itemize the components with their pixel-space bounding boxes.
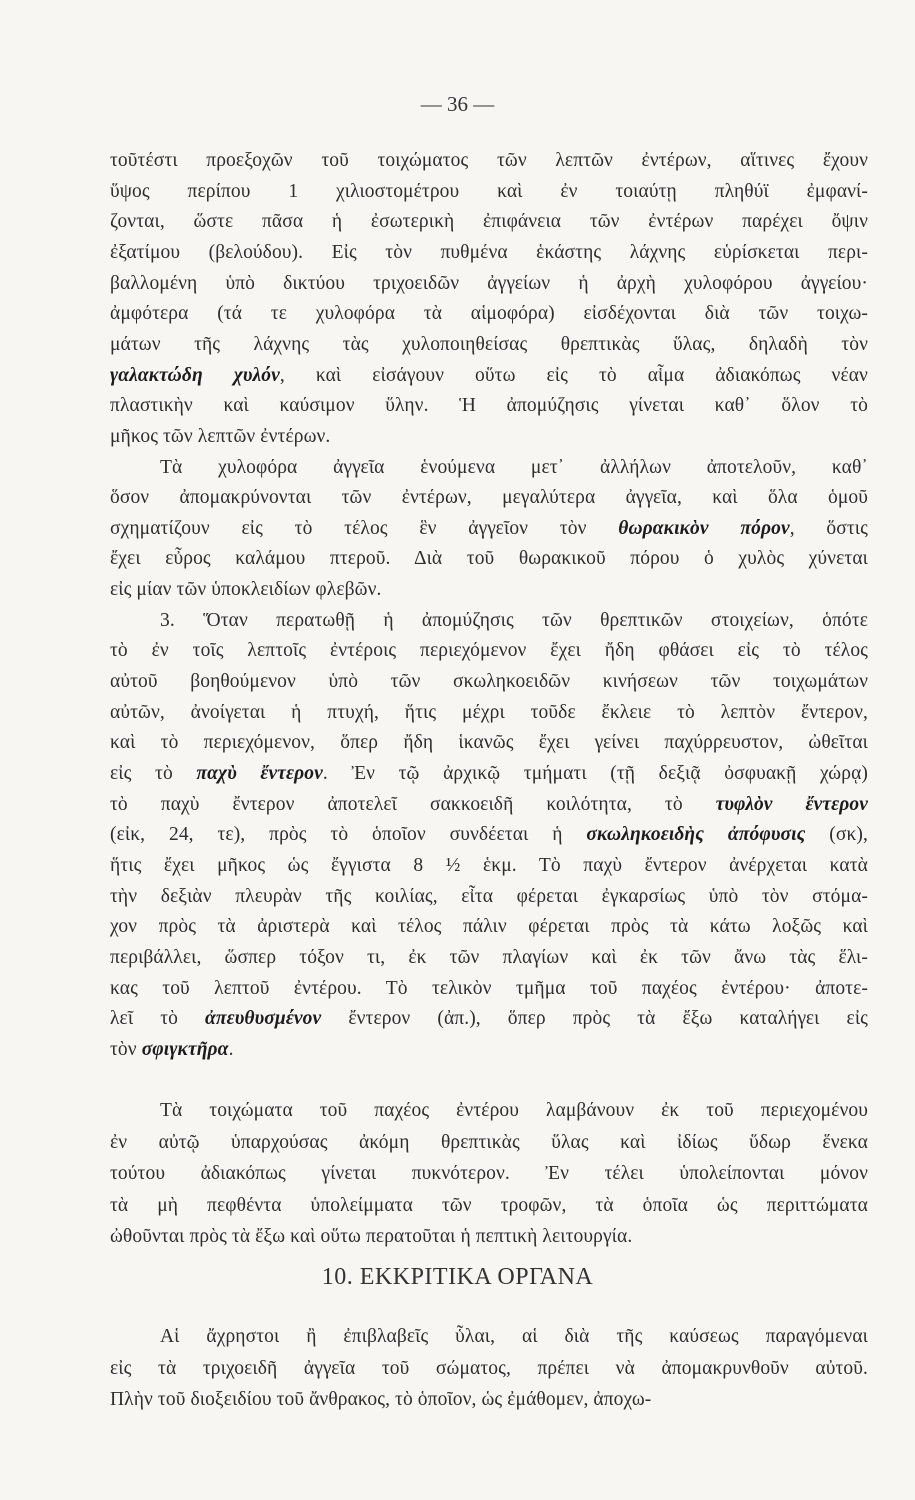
text-segment: ὕψος περίπου 1 χιλιοστομέτρου καὶ ἐν τοιαύτῃ πληθύϊ ἐμφανί- [110, 180, 868, 202]
text-line [110, 1224, 868, 1250]
text-segment: Τὰ τοιχώματα τοῦ παχέος ἐντέρου λαμβάνουν ἐκ τοῦ περιεχομένου [160, 1100, 868, 1121]
page-number: — 36 — [420, 92, 495, 116]
text-segment: ἥτις ἔχει μῆκος ὡς ἔγγιστα 8 ½ ἑκμ. Τὸ παχὺ ἔντερον ἀνέρχεται κατὰ [110, 854, 868, 876]
section-heading: 10. ΕΚΚΡΙΤΙΚΑ ΟΡΓΑΝΑ [321, 1264, 594, 1290]
text-segment: ἔντερον (ἀπ.), ὅπερ πρὸς τὰ ἔξω καταλήγει εἰς [321, 1008, 868, 1030]
text-segment: εἰς τὰ τριχοειδῆ ἀγγεῖα τοῦ σώματος, πρέπει νὰ ἀπομακρυνθοῦν αὐτοῦ. [110, 1357, 868, 1379]
text-segment: ἐξατίμου (βελούδου). Εἰς τὸν πυθμένα ἑκάστης λάχνης εὑρίσκεται περι- [110, 241, 868, 263]
text-line [110, 761, 868, 787]
text-line [110, 1037, 868, 1063]
text-segment: τὴν δεξιὰν πλευρὰν τῆς κοιλίας, εἶτα φέρεται ἐγκαρσίως ὑπὸ τὸν στόμα- [110, 885, 868, 907]
text-line [110, 209, 868, 235]
text-line [110, 976, 868, 1002]
text-segment: ἔχει εὖρος καλάμου πτεροῦ. Διὰ τοῦ θωρακικοῦ πόρου ὁ χυλὸς χύνεται [110, 548, 868, 570]
text-segment: τὸ ἐν τοῖς λεπτοῖς ἐντέροις περιεχόμενον ἔχει ἤδη φθάσει εἰς τὸ τέλος [110, 640, 868, 662]
emphasized-term: θωρακικὸν πόρον [618, 517, 790, 539]
text-segment: ἀμφότερα (τά τε χυλοφόρα τὰ αἱμοφόρα) εἰσδέχονται διὰ τῶν τοιχω- [110, 303, 868, 325]
text-line [110, 822, 868, 848]
text-segment: λεῖ τὸ [110, 1008, 206, 1030]
text-segment: , καὶ εἰσάγουν οὕτω εἰς τὸ αἷμα ἀδιακόπως νέαν [279, 364, 868, 386]
text-segment: 3. Ὅταν περατωθῇ ἡ ἀπομύζησις τῶν θρεπτικῶν στοιχείων, ὁπότε [160, 609, 868, 631]
text-segment: . [228, 1038, 234, 1060]
text-segment: ζονται, ὥστε πᾶσα ἡ ἐσωτερικὴ ἐπιφάνεια τῶν ἐντέρων παρέχει ὄψιν [110, 211, 868, 233]
emphasized-term: τυφλὸν ἔντερον [715, 793, 868, 815]
text-line [110, 1387, 868, 1413]
text-line [110, 730, 868, 756]
text-line [110, 608, 868, 634]
text-line [110, 179, 868, 205]
text-line [110, 669, 868, 695]
text-line [110, 1324, 868, 1350]
text-line [110, 363, 868, 389]
text-segment: εἰς τὸ [110, 763, 197, 784]
emphasized-term: ἀπευθυσμένον [205, 1008, 322, 1030]
text-line [110, 271, 868, 297]
text-line [110, 853, 868, 879]
text-segment: , ὅστις [789, 517, 868, 539]
text-line [110, 638, 868, 664]
text-segment: τὸ παχὺ ἔντερον ἀποτελεῖ σακκοειδῆ κοιλότητα, τὸ [110, 793, 716, 815]
text-segment: μῆκος τῶν λεπτῶν ἐντέρων. [110, 425, 331, 447]
text-segment: πλαστικὴν καὶ καύσιμον ὕλην. Ἡ ἀπομύζησις γίνεται καθ᾽ ὅλον τὸ [110, 395, 868, 417]
text-segment: καὶ τὸ περιεχόμενον, ὅπερ ἤδη ἱκανῶς ἔχει γείνει παχύρρευστον, ὠθεῖται [110, 732, 868, 754]
text-segment: ἐν αὐτῷ ὑπαρχούσας ἀκόμη θρεπτικὰς ὕλας καὶ ἰδίως ὕδωρ ἕνεκα [110, 1131, 868, 1153]
text-line [110, 1098, 868, 1124]
text-line [110, 240, 868, 266]
text-segment: κας τοῦ λεπτοῦ ἐντέρου. Τὸ τελικὸν τμῆμα τοῦ παχέος ἐντέρου· ἀποτε- [110, 977, 868, 999]
text-line [110, 516, 868, 542]
text-segment: τοῦτέστι προεξοχῶν τοῦ τοιχώματος τῶν λεπτῶν ἐντέρων, αἵτινες ἔχουν [110, 150, 868, 171]
text-segment: (εἰκ, 24, τε), πρὸς τὸ ὁποῖον συνδέεται ἡ [110, 824, 587, 846]
text-line [110, 1161, 868, 1187]
text-line [110, 1193, 868, 1219]
text-line [110, 1130, 868, 1156]
emphasized-term: σκωληκοειδὴς ἀπόφυσις [586, 824, 806, 846]
text-line [110, 455, 868, 481]
text-line [110, 1006, 868, 1032]
emphasized-term: σφιγκτῆρα [141, 1038, 229, 1060]
text-segment: αὐτῶν, ἀνοίγεται ἡ πτυχή, ἥτις μέχρι τοῦδε ἔκλειε τὸ λεπτὸν ἔντερον, [110, 701, 868, 723]
text-segment: μάτων τῆς λάχνης τὰς χυλοποιηθείσας θρεπτικὰς ὕλας, δηλαδὴ τὸν [110, 333, 868, 355]
text-line [110, 424, 868, 450]
text-line [110, 1356, 868, 1382]
text-segment: χον πρὸς τὰ ἀριστερὰ καὶ τέλος πάλιν φέρεται πρὸς τὰ κάτω λοξῶς καὶ [110, 916, 868, 938]
text-segment: σχηματίζουν εἰς τὸ τέλος ἓν ἀγγεῖον τὸν [110, 517, 619, 539]
text-segment: Πλὴν τοῦ διοξειδίου τοῦ ἄνθρακος, τὸ ὁποῖον, ὡς ἐμάθομεν, ἀποχω- [110, 1389, 652, 1410]
text-line [110, 577, 868, 603]
text-segment: τὰ μὴ πεφθέντα ὑπολείμματα τῶν τροφῶν, τὰ ὁποῖα ὡς περιττώματα [110, 1194, 868, 1216]
text-segment: περιβάλλει, ὥσπερ τόξον τι, ἐκ τῶν πλαγίων καὶ ἐκ τῶν ἄνω τὰς ἕλι- [110, 946, 868, 968]
emphasized-term: παχὺ ἔντερον [196, 763, 323, 784]
text-segment: βαλλομένη ὑπὸ δικτύου τριχοειδῶν ἀγγείων ἡ ἀρχὴ χυλοφόρου ἀγγείου· [110, 272, 868, 294]
text-line [110, 148, 868, 174]
text-segment: . Ἐν τῷ ἀρχικῷ τμήματι (τῇ δεξιᾷ ὀσφυακῇ χώρᾳ) [322, 763, 868, 784]
text-segment: (σκ), [805, 824, 868, 846]
text-line [110, 914, 868, 940]
text-segment: ὅσον ἀπομακρύνονται τῶν ἐντέρων, μεγαλύτερα ἀγγεῖα, καὶ ὅλα ὁμοῦ [110, 487, 868, 509]
text-segment: ὠθοῦνται πρὸς τὰ ἔξω καὶ οὕτω περατοῦται ἡ πεπτικὴ λειτουργία. [110, 1226, 633, 1247]
text-line [110, 884, 868, 910]
text-line [110, 393, 868, 419]
text-line [110, 485, 868, 511]
text-segment: εἰς μίαν τῶν ὑποκλειδίων φλεβῶν. [110, 579, 382, 601]
text-segment: αὐτοῦ βοηθούμενον ὑπὸ τῶν σκωληκοειδῶν κινήσεων τῶν τοιχωμάτων [110, 671, 868, 693]
text-segment: Αἱ ἄχρηστοι ἢ ἐπιβλαβεῖς ὗλαι, αἱ διὰ τῆς καύσεως παραγόμεναι [160, 1326, 868, 1347]
text-segment: τούτου ἀδιακόπως γίνεται πυκνότερον. Ἐν τέλει ὑπολείπονται μόνον [110, 1163, 868, 1184]
text-segment: Τὰ χυλοφόρα ἀγγεῖα ἑνούμενα μετ᾽ ἀλλήλων ἀποτελοῦν, καθ᾽ [160, 456, 868, 478]
text-segment: τὸν [110, 1038, 142, 1060]
text-line [110, 301, 868, 327]
text-line [110, 546, 868, 572]
emphasized-term: γαλακτώδη χυλόν [110, 364, 280, 386]
text-line [110, 945, 868, 971]
text-line [110, 792, 868, 818]
text-line [110, 700, 868, 726]
text-line [110, 332, 868, 358]
